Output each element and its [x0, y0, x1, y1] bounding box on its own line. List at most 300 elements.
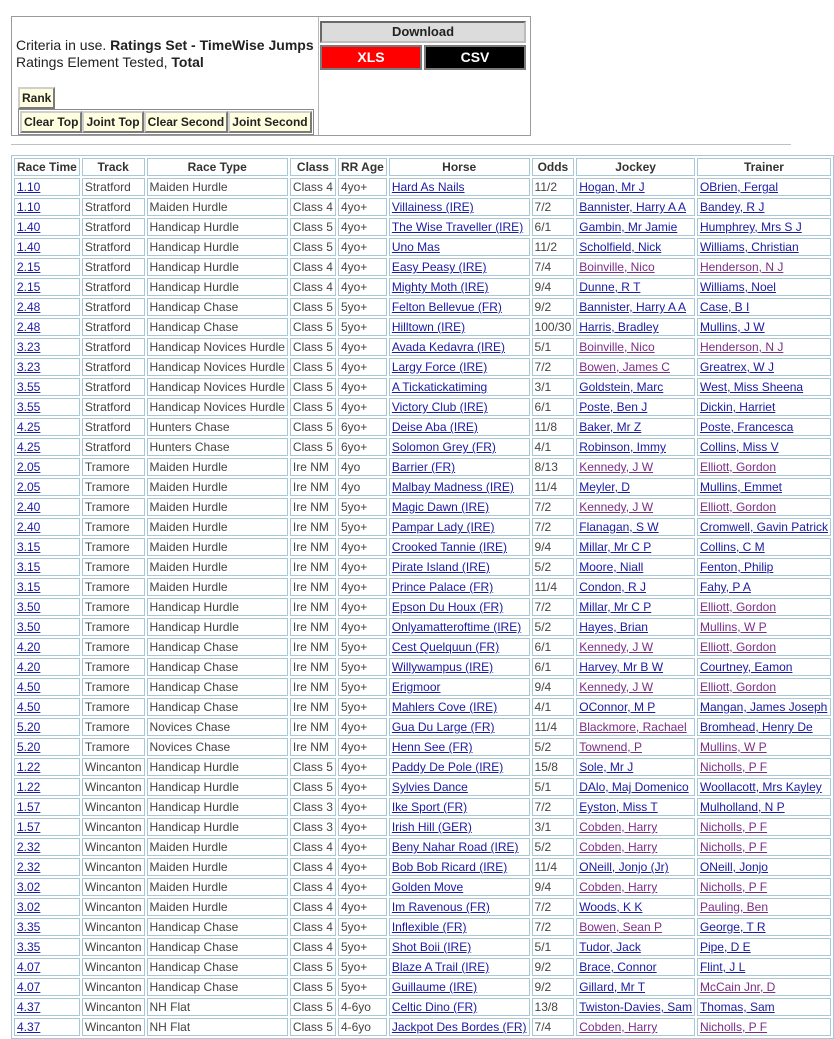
horse-cell	[389, 918, 530, 936]
trainer-cell	[697, 338, 831, 356]
jockey-link[interactable]: Cobden, Harry	[579, 880, 658, 894]
trainer-link[interactable]: Elliott, Gordon	[699, 500, 776, 514]
horse-link[interactable]: Mahlers Cove (IRE)	[391, 700, 498, 714]
race-time-link[interactable]: 5.20	[17, 720, 41, 734]
trainer-cell	[697, 658, 831, 676]
trainer-link[interactable]: Case, B I	[699, 300, 750, 314]
race-time-cell	[14, 738, 80, 756]
trainer-link[interactable]: Nicholls, P F	[699, 840, 768, 854]
jockey-link[interactable]: Twiston-Davies, Sam	[579, 1000, 692, 1014]
horse-link[interactable]: Magic Dawn (IRE)	[391, 500, 490, 514]
trainer-link[interactable]: Bromhead, Henry De	[699, 720, 813, 734]
race-time-link[interactable]: 4.25	[17, 440, 41, 454]
trainer-cell	[697, 478, 831, 496]
horse-link[interactable]: Im Ravenous (FR)	[391, 900, 490, 914]
trainer-link[interactable]: Humphrey, Mrs S J	[699, 220, 802, 234]
trainer-cell	[697, 698, 831, 716]
race-time-cell	[14, 218, 80, 236]
horse-link[interactable]: A Tickatickatiming	[391, 380, 488, 394]
race-time-link[interactable]: 4.50	[17, 680, 41, 694]
horse-link[interactable]: Cest Quelquun (FR)	[391, 640, 500, 654]
trainer-cell	[697, 938, 831, 956]
jockey-cell	[576, 318, 695, 336]
race-time-cell	[14, 758, 80, 776]
race-time-link[interactable]: 4.07	[17, 980, 41, 994]
race-time-link[interactable]: 2.48	[17, 300, 41, 314]
race-type-cell: Maiden Hurdle	[147, 498, 288, 516]
horse-link[interactable]: Gua Du Large (FR)	[391, 720, 495, 734]
race-type-cell: Maiden Hurdle	[147, 878, 288, 896]
rr-age-cell: 5yo+	[338, 498, 387, 516]
jockey-link[interactable]: Tudor, Jack	[579, 940, 641, 954]
jockey-cell	[576, 298, 695, 316]
odds-cell: 5/2	[532, 738, 575, 756]
jockey-cell	[576, 998, 695, 1016]
jockey-link[interactable]: Dunne, R T	[579, 280, 641, 294]
race-time-link[interactable]: 1.22	[17, 760, 41, 774]
horse-cell	[389, 738, 530, 756]
trainer-link[interactable]: Poste, Francesca	[699, 420, 794, 434]
trainer-link[interactable]: OBrien, Fergal	[699, 180, 778, 194]
class-cell: Ire NM	[290, 738, 336, 756]
horse-link[interactable]: Erigmoor	[391, 680, 441, 694]
trainer-link[interactable]: McCain Jnr, D	[699, 980, 776, 994]
race-time-link[interactable]: 4.25	[17, 420, 41, 434]
race-time-link[interactable]: 3.35	[17, 940, 41, 954]
jockey-cell	[576, 258, 695, 276]
rr-age-cell: 4yo	[338, 478, 387, 496]
horse-link[interactable]: Solomon Grey (FR)	[391, 440, 496, 454]
trainer-link[interactable]: Williams, Christian	[699, 240, 799, 254]
odds-cell: 7/2	[532, 498, 575, 516]
jockey-link[interactable]: Harris, Bradley	[579, 320, 659, 334]
race-type-cell: Handicap Chase	[147, 698, 288, 716]
jockey-link[interactable]: Poste, Ben J	[579, 400, 648, 414]
race-time-link[interactable]: 1.40	[17, 240, 41, 254]
race-time-link[interactable]: 3.15	[17, 560, 41, 574]
race-type-cell: Maiden Hurdle	[147, 178, 288, 196]
jockey-link[interactable]: Robinson, Immy	[579, 440, 666, 454]
horse-link[interactable]: The Wise Traveller (IRE)	[391, 220, 524, 234]
race-type-cell: Hunters Chase	[147, 418, 288, 436]
track-cell: Stratford	[82, 438, 145, 456]
race-time-link[interactable]: 1.10	[17, 180, 41, 194]
horse-link[interactable]: Epson Du Houx (FR)	[391, 600, 504, 614]
horse-link[interactable]: Ike Sport (FR)	[391, 800, 468, 814]
race-time-link[interactable]: 2.32	[17, 860, 41, 874]
trainer-link[interactable]: West, Miss Sheena	[699, 380, 804, 394]
race-time-link[interactable]: 3.55	[17, 380, 41, 394]
horse-cell	[389, 598, 530, 616]
trainer-link[interactable]: George, T R	[699, 920, 766, 934]
trainer-link[interactable]: Fahy, P A	[699, 580, 751, 594]
jockey-link[interactable]: Woods, K K	[579, 900, 643, 914]
horse-link[interactable]: Henn See (FR)	[391, 740, 473, 754]
horse-cell	[389, 358, 530, 376]
trainer-link[interactable]: Pauling, Ben	[699, 900, 769, 914]
jockey-link[interactable]: Moore, Niall	[579, 560, 644, 574]
jockey-link[interactable]: Townend, P	[579, 740, 642, 754]
jockey-link[interactable]: Blackmore, Rachael	[579, 720, 687, 734]
race-time-link[interactable]: 2.15	[17, 280, 41, 294]
horse-link[interactable]: Hilltown (IRE)	[391, 320, 466, 334]
race-time-link[interactable]: 5.20	[17, 740, 41, 754]
header-race-type: Race Type	[147, 158, 288, 176]
clear-second-button[interactable]: Clear Second	[144, 111, 229, 133]
horse-link[interactable]: Guillaume (IRE)	[391, 980, 478, 994]
jockey-link[interactable]: Harvey, Mr B W	[579, 660, 664, 674]
race-time-link[interactable]: 4.20	[17, 640, 41, 654]
rr-age-cell: 4-6yo	[338, 998, 387, 1016]
horse-link[interactable]: Easy Peasy (IRE)	[391, 260, 487, 274]
trainer-link[interactable]: Mangan, James Joseph	[699, 700, 828, 714]
table-row	[14, 778, 831, 796]
trainer-link[interactable]: Flint, J L	[699, 960, 746, 974]
table-row	[14, 218, 831, 236]
class-cell: Class 5	[290, 338, 336, 356]
class-cell: Class 3	[290, 798, 336, 816]
rr-age-cell: 5yo+	[338, 958, 387, 976]
horse-link[interactable]: Barrier (FR)	[391, 460, 456, 474]
trainer-link[interactable]: Dickin, Harriet	[699, 400, 776, 414]
trainer-link[interactable]: Mullins, Emmet	[699, 480, 782, 494]
class-cell: Ire NM	[290, 718, 336, 736]
horse-link[interactable]: Blaze A Trail (IRE)	[391, 960, 490, 974]
horse-link[interactable]: Uno Mas	[391, 240, 440, 254]
race-time-cell	[14, 978, 80, 996]
horse-link[interactable]: Paddy De Pole (IRE)	[391, 760, 504, 774]
race-time-cell	[14, 558, 80, 576]
race-time-cell	[14, 438, 80, 456]
race-time-link[interactable]: 4.50	[17, 700, 41, 714]
rr-age-cell: 4yo+	[338, 738, 387, 756]
class-cell: Ire NM	[290, 478, 336, 496]
class-cell: Class 5	[290, 398, 336, 416]
jockey-link[interactable]: Millar, Mr C P	[579, 600, 652, 614]
trainer-cell	[697, 538, 831, 556]
download-section	[320, 21, 526, 70]
jockey-link[interactable]: Condon, R J	[579, 580, 646, 594]
joint-second-button[interactable]: Joint Second	[228, 111, 311, 133]
race-time-link[interactable]: 1.10	[17, 200, 41, 214]
race-time-link[interactable]: 4.37	[17, 1020, 41, 1034]
race-time-link[interactable]: 4.37	[17, 1000, 41, 1014]
race-time-link[interactable]: 1.40	[17, 220, 41, 234]
jockey-link[interactable]: Bowen, James C	[579, 360, 670, 374]
odds-cell: 5/1	[532, 338, 575, 356]
horse-link[interactable]: Prince Palace (FR)	[391, 580, 494, 594]
race-time-link[interactable]: 3.23	[17, 340, 41, 354]
odds-cell: 7/2	[532, 198, 575, 216]
track-cell: Wincanton	[82, 858, 145, 876]
jockey-link[interactable]: Bannister, Harry A A	[579, 300, 686, 314]
jockey-link[interactable]: Flanagan, S W	[579, 520, 659, 534]
horse-cell	[389, 298, 530, 316]
race-type-cell: Handicap Novices Hurdle	[147, 378, 288, 396]
race-time-link[interactable]: 2.05	[17, 460, 41, 474]
race-time-link[interactable]: 2.05	[17, 480, 41, 494]
trainer-link[interactable]: Henderson, N J	[699, 260, 784, 274]
class-cell: Class 4	[290, 898, 336, 916]
race-time-link[interactable]: 2.15	[17, 260, 41, 274]
table-row	[14, 898, 831, 916]
trainer-link[interactable]: Mullins, J W	[699, 320, 765, 334]
joint-top-button[interactable]: Joint Top	[82, 111, 143, 133]
race-time-link[interactable]: 3.23	[17, 360, 41, 374]
race-type-cell: Maiden Hurdle	[147, 538, 288, 556]
rr-age-cell: 4yo+	[338, 818, 387, 836]
jockey-link[interactable]: Boinville, Nico	[579, 340, 655, 354]
horse-link[interactable]: Irish Hill (GER)	[391, 820, 472, 834]
jockey-link[interactable]: Millar, Mr C P	[579, 540, 652, 554]
jockey-cell	[576, 658, 695, 676]
class-cell: Class 4	[290, 258, 336, 276]
horse-link[interactable]: Inflexible (FR)	[391, 920, 467, 934]
download-xls-button[interactable]: XLS	[320, 45, 422, 70]
horse-cell	[389, 178, 530, 196]
race-time-cell	[14, 698, 80, 716]
trainer-link[interactable]: ONeill, Jonjo	[699, 860, 768, 874]
jockey-link[interactable]: Eyston, Miss T	[579, 800, 658, 814]
table-row	[14, 478, 831, 496]
race-time-cell	[14, 578, 80, 596]
odds-cell: 100/30	[532, 318, 575, 336]
race-time-cell	[14, 378, 80, 396]
jockey-link[interactable]: Kennedy, J W	[579, 460, 654, 474]
horse-link[interactable]: Beny Nahar Road (IRE)	[391, 840, 519, 854]
jockey-cell	[576, 918, 695, 936]
race-time-cell	[14, 178, 80, 196]
race-time-link[interactable]: 2.48	[17, 320, 41, 334]
horse-link[interactable]: Avada Kedavra (IRE)	[391, 340, 505, 354]
horse-link[interactable]: Onlyamatteroftime (IRE)	[391, 620, 522, 634]
race-type-cell: Handicap Hurdle	[147, 818, 288, 836]
race-time-link[interactable]: 3.55	[17, 400, 41, 414]
trainer-link[interactable]: Mullins, W P	[699, 620, 767, 634]
trainer-link[interactable]: Collins, C M	[699, 540, 765, 554]
rr-age-cell: 5yo+	[338, 678, 387, 696]
race-time-cell	[14, 298, 80, 316]
horse-link[interactable]: Jackpot Des Bordes (FR)	[391, 1020, 527, 1034]
rr-age-cell: 4yo+	[338, 598, 387, 616]
class-cell: Class 5	[290, 318, 336, 336]
jockey-link[interactable]: Boinville, Nico	[579, 260, 655, 274]
race-type-cell: Handicap Chase	[147, 938, 288, 956]
rr-age-cell: 4yo+	[338, 878, 387, 896]
track-cell: Wincanton	[82, 938, 145, 956]
trainer-link[interactable]: Fenton, Philip	[699, 560, 774, 574]
trainer-link[interactable]: Elliott, Gordon	[699, 640, 776, 654]
jockey-link[interactable]: Meyler, D	[579, 480, 630, 494]
jockey-link[interactable]: Goldstein, Marc	[579, 380, 664, 394]
table-row	[14, 958, 831, 976]
track-cell: Tramore	[82, 538, 145, 556]
race-time-cell	[14, 418, 80, 436]
race-type-cell: Handicap Hurdle	[147, 778, 288, 796]
criteria-line2-prefix: Ratings Element Tested,	[16, 54, 168, 70]
race-type-cell: Handicap Novices Hurdle	[147, 338, 288, 356]
jockey-link[interactable]: ONeill, Jonjo (Jr)	[579, 860, 669, 874]
horse-link[interactable]: Bob Bob Ricard (IRE)	[391, 860, 508, 874]
jockey-link[interactable]: Bowen, Sean P	[579, 920, 662, 934]
trainer-link[interactable]: Cromwell, Gavin Patrick	[699, 520, 828, 534]
jockey-link[interactable]: Scholfield, Nick	[579, 240, 662, 254]
horse-cell	[389, 318, 530, 336]
track-cell: Tramore	[82, 658, 145, 676]
trainer-link[interactable]: Mulholland, N P	[699, 800, 785, 814]
horse-cell	[389, 398, 530, 416]
race-time-link[interactable]: 4.07	[17, 960, 41, 974]
horse-cell	[389, 378, 530, 396]
jockey-cell	[576, 678, 695, 696]
jockey-link[interactable]: Kennedy, J W	[579, 500, 654, 514]
trainer-cell	[697, 818, 831, 836]
horse-link[interactable]: Victory Club (IRE)	[391, 400, 488, 414]
race-time-link[interactable]: 2.40	[17, 500, 41, 514]
track-cell: Stratford	[82, 318, 145, 336]
race-type-cell: Maiden Hurdle	[147, 858, 288, 876]
clear-top-button[interactable]: Clear Top	[20, 111, 82, 133]
jockey-link[interactable]: Cobden, Harry	[579, 1020, 658, 1034]
race-type-cell: Handicap Hurdle	[147, 618, 288, 636]
rr-age-cell: 4yo+	[338, 378, 387, 396]
trainer-link[interactable]: Elliott, Gordon	[699, 680, 776, 694]
jockey-cell	[576, 438, 695, 456]
trainer-link[interactable]: Pipe, D E	[699, 940, 751, 954]
race-time-link[interactable]: 3.15	[17, 580, 41, 594]
horse-link[interactable]: Sylvies Dance	[391, 780, 468, 794]
track-cell: Tramore	[82, 498, 145, 516]
class-cell: Class 5	[290, 778, 336, 796]
trainer-link[interactable]: Thomas, Sam	[699, 1000, 775, 1014]
jockey-link[interactable]: Bannister, Harry A A	[579, 200, 686, 214]
download-csv-button[interactable]: CSV	[424, 45, 526, 70]
jockey-link[interactable]: Sole, Mr J	[579, 760, 634, 774]
race-time-link[interactable]: 3.50	[17, 620, 41, 634]
trainer-cell	[697, 418, 831, 436]
race-time-link[interactable]: 4.20	[17, 660, 41, 674]
horse-link[interactable]: Villainess (IRE)	[391, 200, 474, 214]
jockey-link[interactable]: OConnor, M P	[579, 700, 656, 714]
race-time-link[interactable]: 3.02	[17, 880, 41, 894]
jockey-cell	[576, 358, 695, 376]
class-cell: Ire NM	[290, 458, 336, 476]
jockey-link[interactable]: Kennedy, J W	[579, 680, 654, 694]
race-time-link[interactable]: 2.40	[17, 520, 41, 534]
race-type-cell: Handicap Chase	[147, 318, 288, 336]
horse-cell	[389, 818, 530, 836]
trainer-link[interactable]: Woollacott, Mrs Kayley	[699, 780, 822, 794]
horse-link[interactable]: Hard As Nails	[391, 180, 465, 194]
trainer-link[interactable]: Elliott, Gordon	[699, 460, 776, 474]
horse-link[interactable]: Malbay Madness (IRE)	[391, 480, 514, 494]
trainer-link[interactable]: Bandey, R J	[699, 200, 765, 214]
jockey-cell	[576, 898, 695, 916]
horse-link[interactable]: Shot Boii (IRE)	[391, 940, 472, 954]
horse-link[interactable]: Golden Move	[391, 880, 464, 894]
jockey-cell	[576, 878, 695, 896]
jockey-link[interactable]: Hogan, Mr J	[579, 180, 645, 194]
race-time-link[interactable]: 3.50	[17, 600, 41, 614]
jockey-link[interactable]: Gambin, Mr Jamie	[579, 220, 678, 234]
trainer-link[interactable]: Courtney, Eamon	[699, 660, 793, 674]
trainer-link[interactable]: Henderson, N J	[699, 340, 784, 354]
race-type-cell: Handicap Hurdle	[147, 218, 288, 236]
jockey-link[interactable]: Cobden, Harry	[579, 840, 658, 854]
track-cell: Tramore	[82, 558, 145, 576]
track-cell: Stratford	[82, 278, 145, 296]
horse-link[interactable]: Felton Bellevue (FR)	[391, 300, 502, 314]
criteria-section	[12, 17, 319, 135]
race-time-link[interactable]: 3.02	[17, 900, 41, 914]
rr-age-cell: 4yo+	[338, 718, 387, 736]
trainer-link[interactable]: Nicholls, P F	[699, 880, 768, 894]
trainer-link[interactable]: Mullins, W P	[699, 740, 767, 754]
race-type-cell: NH Flat	[147, 1018, 288, 1036]
race-time-link[interactable]: 1.57	[17, 800, 41, 814]
rank-button[interactable]: Rank	[18, 87, 55, 109]
odds-cell: 9/4	[532, 678, 575, 696]
race-time-link[interactable]: 3.15	[17, 540, 41, 554]
race-type-cell: Maiden Hurdle	[147, 578, 288, 596]
rr-age-cell: 4yo+	[338, 198, 387, 216]
jockey-link[interactable]: DAlo, Maj Domenico	[579, 780, 689, 794]
jockey-link[interactable]: Gillard, Mr T	[579, 980, 646, 994]
class-cell: Class 4	[290, 858, 336, 876]
jockey-link[interactable]: Brace, Connor	[579, 960, 657, 974]
trainer-link[interactable]: Nicholls, P F	[699, 820, 768, 834]
trainer-link[interactable]: Elliott, Gordon	[699, 600, 776, 614]
horse-link[interactable]: Deise Aba (IRE)	[391, 420, 478, 434]
horse-link[interactable]: Willywampus (IRE)	[391, 660, 494, 674]
race-time-cell	[14, 478, 80, 496]
race-time-link[interactable]: 3.35	[17, 920, 41, 934]
horse-link[interactable]: Celtic Dino (FR)	[391, 1000, 478, 1014]
horse-link[interactable]: Largy Force (IRE)	[391, 360, 488, 374]
table-row	[14, 258, 831, 276]
trainer-link[interactable]: Williams, Noel	[699, 280, 776, 294]
jockey-cell	[576, 538, 695, 556]
race-time-link[interactable]: 1.57	[17, 820, 41, 834]
jockey-link[interactable]: Cobden, Harry	[579, 820, 658, 834]
table-row	[14, 658, 831, 676]
race-time-link[interactable]: 2.32	[17, 840, 41, 854]
jockey-link[interactable]: Hayes, Brian	[579, 620, 648, 634]
race-time-link[interactable]: 1.22	[17, 780, 41, 794]
trainer-link[interactable]: Collins, Miss V	[699, 440, 779, 454]
jockey-link[interactable]: Baker, Mr Z	[579, 420, 642, 434]
odds-cell: 13/8	[532, 998, 575, 1016]
trainer-link[interactable]: Greatrex, W J	[699, 360, 774, 374]
horse-link[interactable]: Pirate Island (IRE)	[391, 560, 490, 574]
horse-link[interactable]: Pampar Lady (IRE)	[391, 520, 495, 534]
trainer-cell	[697, 958, 831, 976]
track-cell: Tramore	[82, 678, 145, 696]
race-time-cell	[14, 398, 80, 416]
horse-link[interactable]: Crooked Tannie (IRE)	[391, 540, 507, 554]
trainer-link[interactable]: Nicholls, P F	[699, 760, 768, 774]
table-row	[14, 578, 831, 596]
trainer-cell	[697, 238, 831, 256]
jockey-link[interactable]: Kennedy, J W	[579, 640, 654, 654]
horse-cell	[389, 518, 530, 536]
horse-cell	[389, 578, 530, 596]
trainer-cell	[697, 498, 831, 516]
rr-age-cell: 4yo+	[338, 258, 387, 276]
race-time-cell	[14, 678, 80, 696]
trainer-link[interactable]: Nicholls, P F	[699, 1020, 768, 1034]
horse-link[interactable]: Mighty Moth (IRE)	[391, 280, 489, 294]
